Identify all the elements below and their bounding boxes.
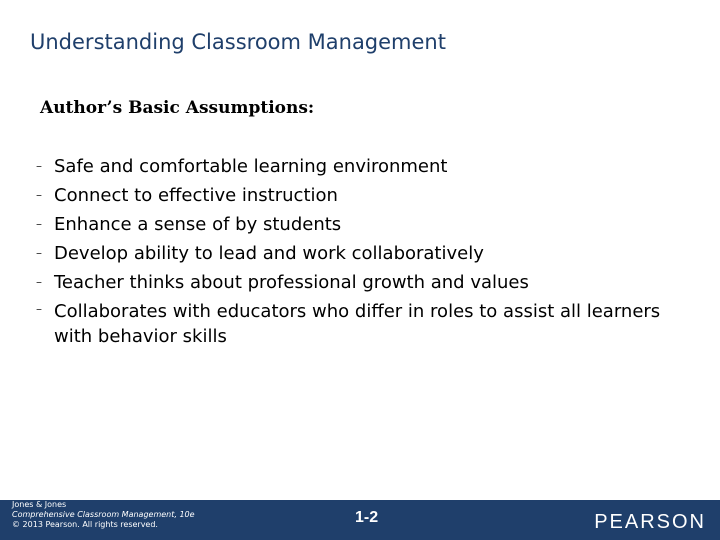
list-item: [36, 210, 676, 239]
dash-bullet-icon: –: [36, 159, 42, 173]
dash-bullet-icon: –: [36, 246, 42, 260]
dash-bullet-icon: –: [36, 302, 42, 316]
bullet-text: Collaborates with educators who differ in roles to assist all learners with behavior skills: [54, 301, 661, 347]
list-item: [36, 152, 676, 181]
bullet-list: [36, 152, 676, 349]
page-number: 1-2: [355, 509, 379, 526]
footer-credit: [12, 500, 195, 530]
footer-bar: [0, 500, 720, 540]
list-item: [36, 297, 676, 349]
credit-copyright: © 2013 Pearson. All rights reserved.: [12, 520, 158, 529]
bullet-text: Develop ability to lead and work collaboratively: [54, 243, 484, 264]
list-item: [36, 268, 676, 297]
slide-subtitle: Author’s Basic Assumptions:: [40, 98, 315, 118]
bullet-text: Safe and comfortable learning environment: [54, 156, 448, 177]
dash-bullet-icon: –: [36, 275, 42, 289]
dash-bullet-icon: –: [36, 217, 42, 231]
bullet-text: Connect to effective instruction: [54, 185, 338, 206]
bullet-text: Teacher thinks about professional growth and values: [54, 272, 529, 293]
credit-book-title: Comprehensive Classroom Management, 10e: [12, 510, 195, 519]
dash-bullet-icon: –: [36, 188, 42, 202]
credit-authors: Jones & Jones: [12, 500, 67, 509]
bullet-text: Enhance a sense of by students: [54, 214, 342, 235]
list-item: [36, 181, 676, 210]
list-item: [36, 239, 676, 268]
pearson-logo: PEARSON: [594, 511, 706, 533]
slide-title: Understanding Classroom Management: [30, 30, 446, 54]
